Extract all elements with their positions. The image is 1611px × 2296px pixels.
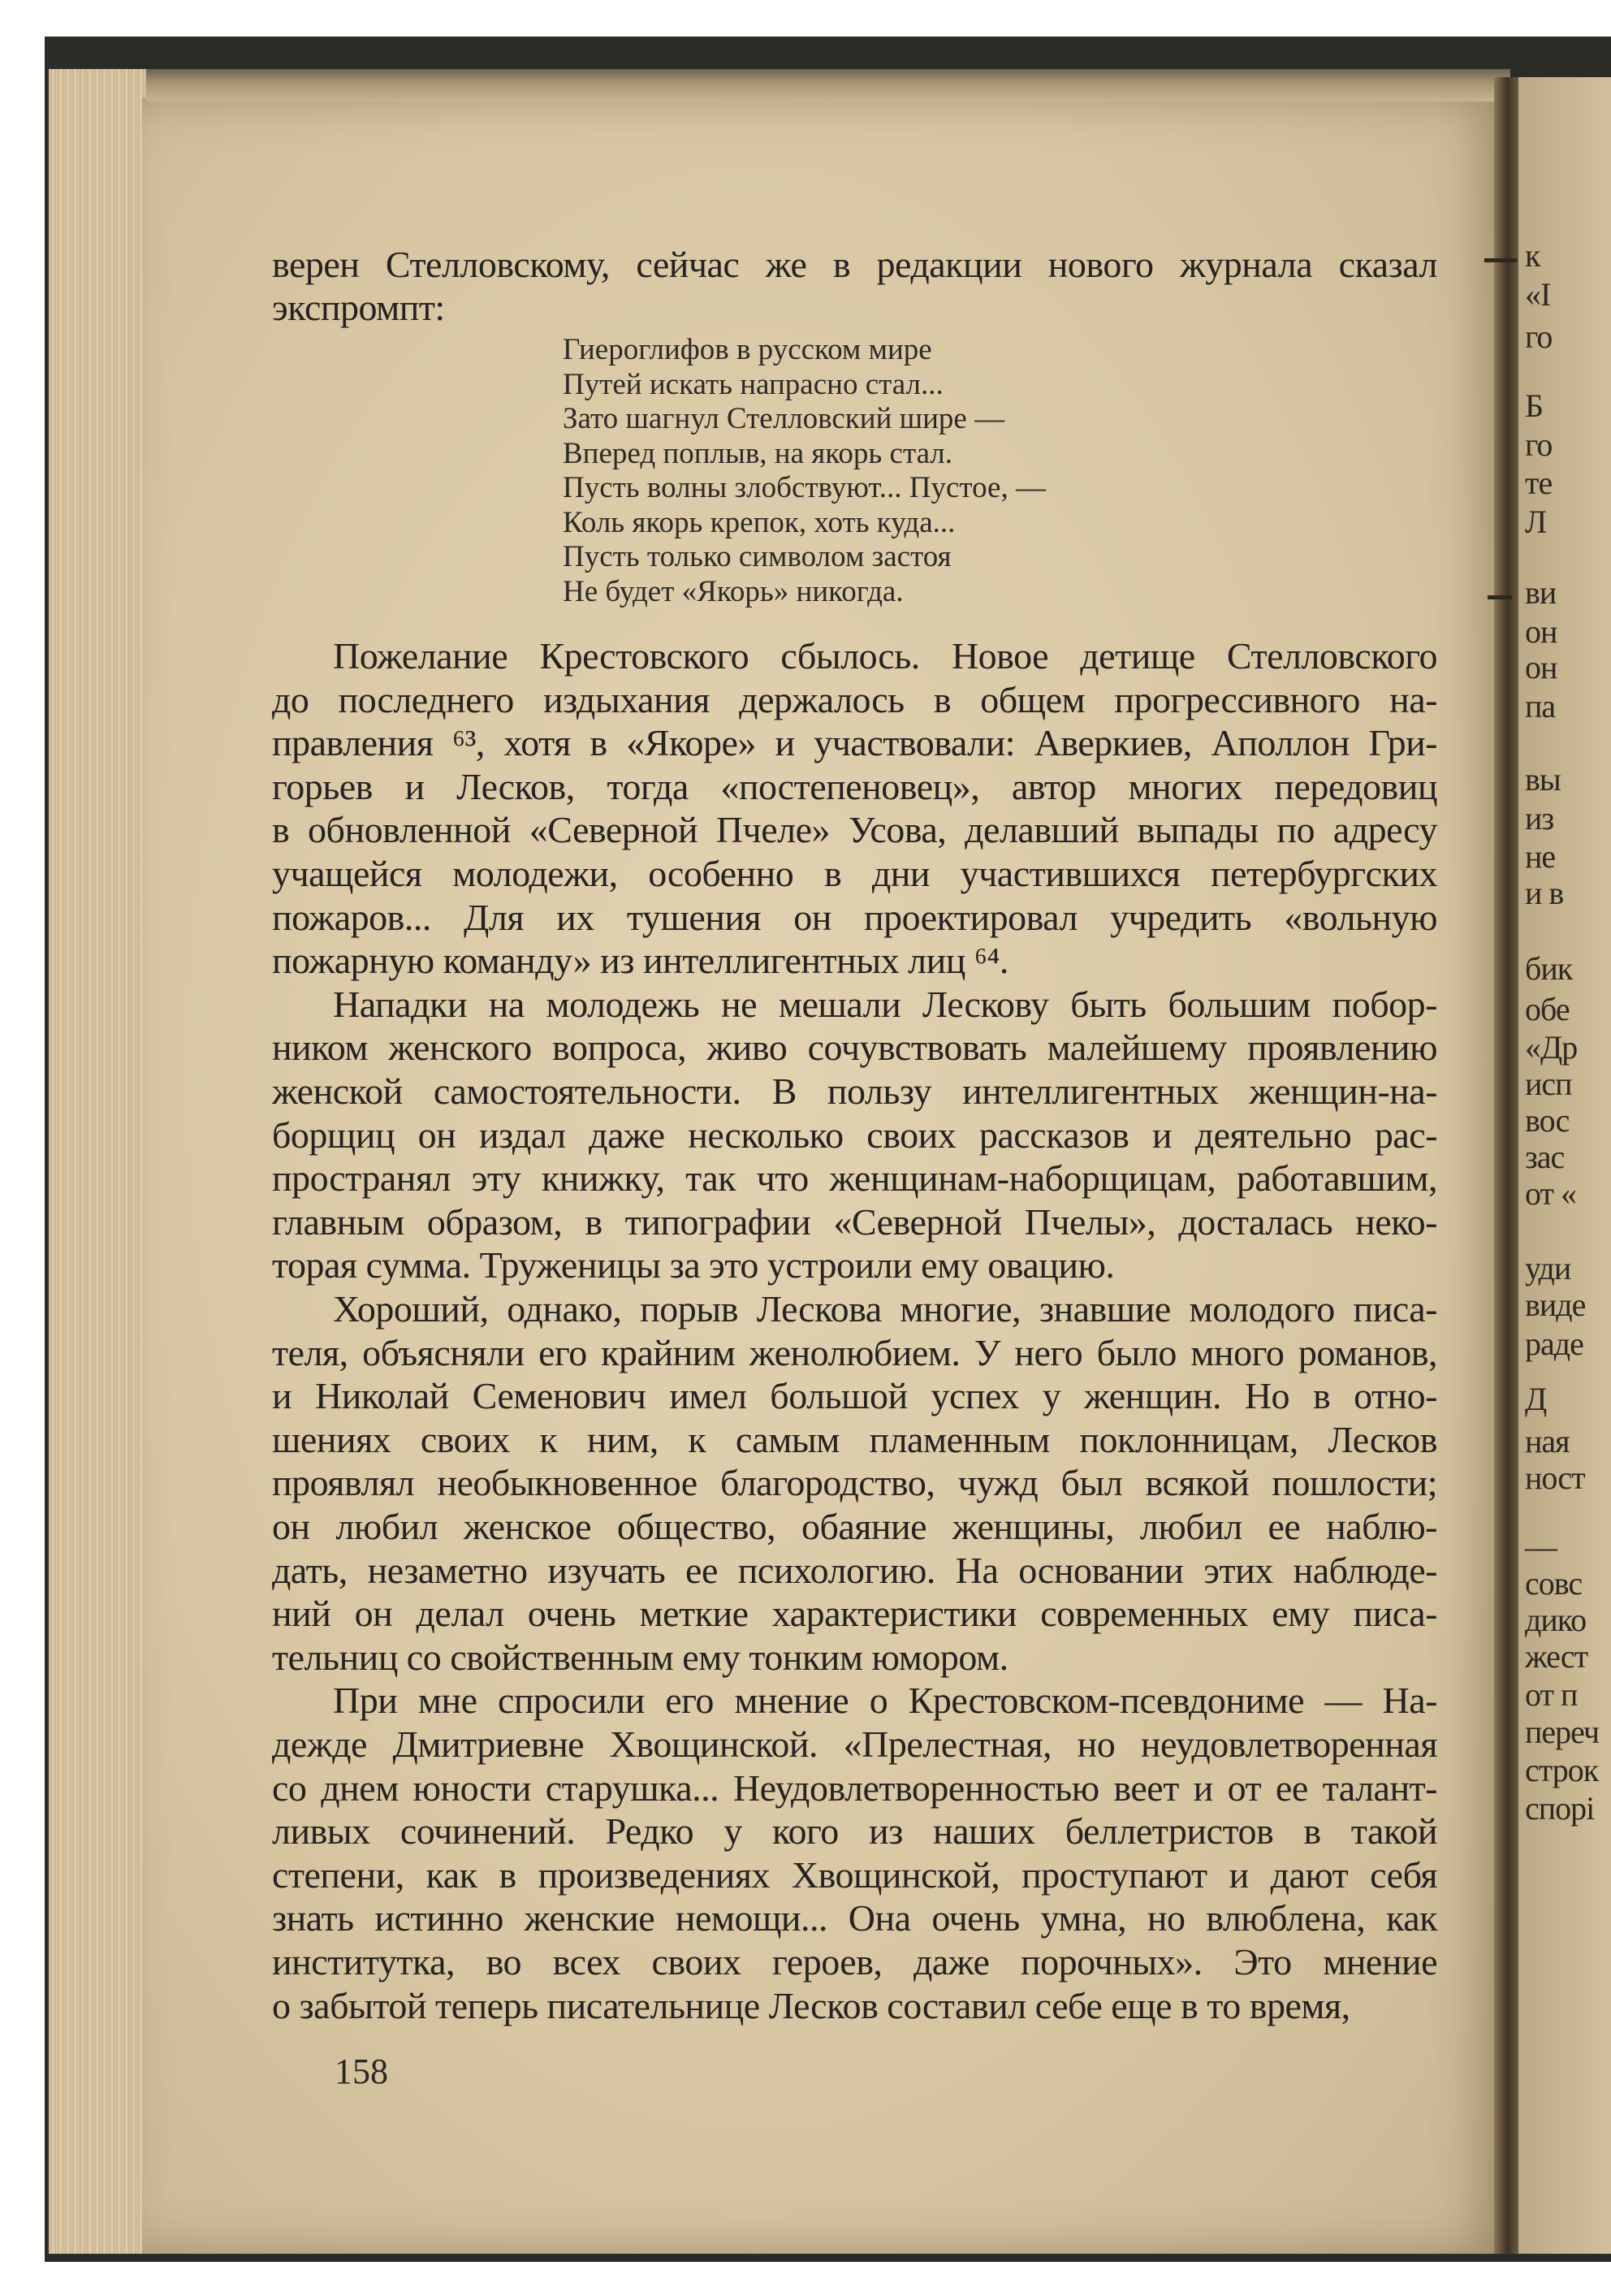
text-line: Пожелание Крестовского сбылось. Новое детище Стелловского bbox=[333, 635, 1437, 677]
facing-page-fragment: Б bbox=[1525, 387, 1543, 424]
facing-page-fragment: он bbox=[1525, 613, 1557, 650]
text-line: в обновленной «Северной Пчеле» Усова, делавший выпады по адресу bbox=[272, 809, 1437, 851]
page-number: 158 bbox=[335, 2052, 388, 2091]
text-line: шениях своих к ним, к самым пламенным поклонницам, Лесков bbox=[272, 1418, 1437, 1460]
facing-page-fragment: от « bbox=[1525, 1175, 1576, 1212]
facing-page-fragment: обе bbox=[1525, 991, 1570, 1027]
poem-line: Пусть волны злобствуют... Пустое, — bbox=[563, 471, 1046, 504]
facing-page-fragment: строк bbox=[1525, 1752, 1599, 1788]
text-line: пространял эту книжку, так что женщинам-наборщицам, работавшим, bbox=[272, 1157, 1437, 1200]
facing-page-fragment: го bbox=[1525, 426, 1553, 463]
text-line: женской самостоятельности. В пользу интеллигентных женщин-на- bbox=[272, 1070, 1437, 1112]
poem-line: Вперед поплыв, на якорь стал. bbox=[563, 436, 953, 470]
text-line: пожарную команду» из интеллигентных лиц ⁶⁴. bbox=[272, 940, 1008, 982]
facing-page-fragment: бик bbox=[1525, 950, 1573, 987]
facing-page-fragment: переч bbox=[1525, 1714, 1600, 1750]
facing-page-fragment: виде bbox=[1525, 1286, 1586, 1323]
facing-page-fragment: и в bbox=[1525, 875, 1564, 911]
facing-page-fragment: те bbox=[1525, 465, 1553, 501]
facing-page-fragment: ная bbox=[1525, 1423, 1570, 1459]
book-page-edges bbox=[49, 69, 148, 2254]
facing-page-fragment: па bbox=[1525, 688, 1556, 724]
text-line: ником женского вопроса, живо сочувствовать малейшему проявлению bbox=[272, 1027, 1437, 1069]
text-line: борщиц он издал даже несколько своих рассказов и деятельно рас- bbox=[272, 1113, 1437, 1156]
facing-page-fragment: дико bbox=[1525, 1602, 1587, 1638]
facing-page-fragment: — bbox=[1525, 1529, 1557, 1565]
book-gutter bbox=[1494, 77, 1518, 2254]
text-line: степени, как в произведениях Хвощинской, проступают и дают себя bbox=[272, 1853, 1437, 1896]
text-line: главным образом, в типографии «Северной Пчелы», досталась неко- bbox=[272, 1200, 1437, 1243]
facing-page bbox=[1518, 77, 1611, 2254]
text-line: до последнего издыхания держалось в общем прогрессивного на- bbox=[272, 678, 1437, 720]
text-line: он любил женское общество, обаяние женщины, любил ее наблю- bbox=[272, 1506, 1437, 1547]
facing-page-fragment: ност bbox=[1525, 1459, 1585, 1496]
facing-page-fragment: вос bbox=[1525, 1102, 1570, 1139]
facing-page-fragment: «I bbox=[1525, 276, 1551, 313]
text-line: Нападки на молодежь не мешали Лескову быть большим побор- bbox=[333, 983, 1437, 1025]
text-line: пожаров... Для их тушения он проектировал учредить «вольную bbox=[272, 896, 1437, 938]
facing-page-fragment: от п bbox=[1525, 1676, 1578, 1713]
text-line: о забытой теперь писательнице Лесков составил себе еще в то время, bbox=[272, 1984, 1350, 2026]
text-line: Хороший, однако, порыв Лескова многие, знавшие молодого писа- bbox=[333, 1288, 1437, 1330]
facing-page-fragment: совс bbox=[1525, 1565, 1583, 1602]
facing-page-fragment: Д bbox=[1525, 1381, 1547, 1417]
text-line: тельниц со свойственным ему тонким юмором. bbox=[272, 1636, 1008, 1678]
facing-page-fragment: зас bbox=[1525, 1139, 1565, 1175]
text-line: При мне спросили его мнение о Крестовском-псевдониме — На- bbox=[333, 1680, 1437, 1722]
facing-page-fragment: он bbox=[1525, 649, 1557, 685]
facing-page-fragment: го bbox=[1525, 318, 1553, 355]
facing-page-fragment: жест bbox=[1525, 1638, 1588, 1675]
poem-line: Не будет «Якорь» никогда. bbox=[563, 574, 904, 608]
poem-line: Гиероглифов в русском мире bbox=[563, 333, 932, 366]
text-line: учащейся молодежи, особенно в дни участившихся петербургских bbox=[272, 853, 1437, 894]
text-line: дежде Дмитриевне Хвощинской. «Прелестная, но неудовлетворенная bbox=[272, 1723, 1437, 1765]
text-line: горьев и Лесков, тогда «постепеновец», автор многих передовиц bbox=[272, 765, 1437, 807]
text-line: торая сумма. Труженицы за это устроили ему овацию. bbox=[272, 1244, 1115, 1286]
facing-page-fragment: не bbox=[1525, 838, 1556, 875]
margin-mark bbox=[1484, 258, 1517, 262]
text-line: и Николай Семенович имел большой успех у женщин. Но в отно- bbox=[272, 1375, 1437, 1417]
margin-mark bbox=[1488, 595, 1512, 599]
poem-line: Путей искать напрасно стал... bbox=[563, 367, 944, 401]
facing-page-fragment: к bbox=[1525, 237, 1540, 274]
facing-page-fragment: из bbox=[1525, 800, 1554, 837]
poem-line: Пусть только символом застоя bbox=[563, 540, 952, 573]
facing-page-fragment: «Др bbox=[1525, 1029, 1578, 1066]
text-line: ливых сочинений. Редко у кого из наших беллетристов в такой bbox=[272, 1810, 1437, 1853]
poem-line: Зато шагнул Стелловский шире — bbox=[563, 402, 1005, 435]
facing-page-fragment: вы bbox=[1525, 761, 1561, 798]
text-line: знать истинно женские немощи... Она очень умна, но влюблена, как bbox=[272, 1897, 1437, 1939]
text-line: дать, незаметно изучать ее психологию. На основании этих наблюде- bbox=[272, 1549, 1437, 1591]
text-line: верен Стелловскому, сейчас же в редакции нового журнала сказал bbox=[272, 244, 1437, 285]
poem-line: Коль якорь крепок, хоть куда... bbox=[563, 505, 956, 539]
text-line: экспромпт: bbox=[272, 287, 445, 328]
facing-page-fragment: раде bbox=[1525, 1325, 1583, 1362]
text-line: теля, объясняли его крайним женолюбием. У него было много романов, bbox=[272, 1331, 1437, 1373]
text-line: институтка, во всех своих героев, даже порочных». Это мнение bbox=[272, 1941, 1437, 1983]
facing-page-fragment: ви bbox=[1525, 574, 1557, 611]
text-line: ний он делал очень меткие характеристики современных ему писа- bbox=[272, 1593, 1437, 1635]
facing-page-fragment: спорі bbox=[1525, 1790, 1595, 1827]
text-line: правления ⁶³, хотя в «Якоре» и участвовали: Аверкиев, Аполлон Гри- bbox=[272, 722, 1437, 764]
book-top-edge bbox=[146, 69, 1510, 102]
facing-page-fragment: Л bbox=[1525, 504, 1547, 540]
facing-page-fragment: исп bbox=[1525, 1066, 1572, 1102]
facing-page-fragment: уди bbox=[1525, 1250, 1571, 1286]
text-line: со днем юности старушка... Неудовлетворенностью веет и от ее талант- bbox=[272, 1766, 1437, 1809]
text-line: проявлял необыкновенное благородство, чужд был всякой пошлости; bbox=[272, 1462, 1437, 1504]
